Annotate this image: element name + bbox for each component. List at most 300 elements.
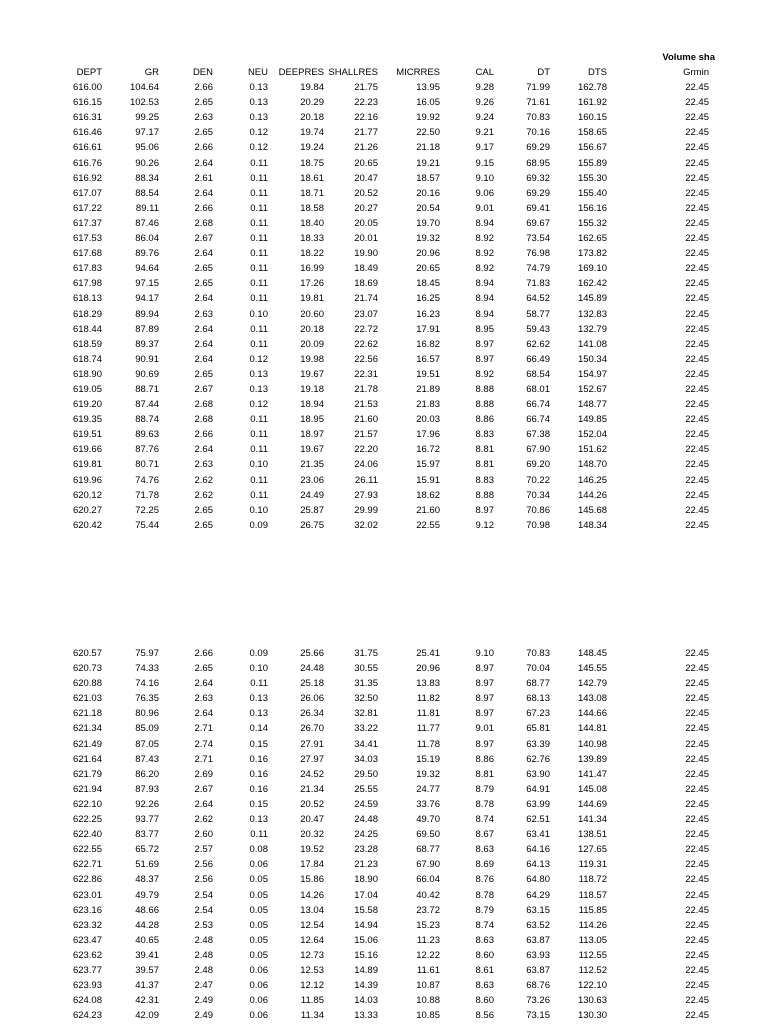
- cell-neu: 0.10: [249, 663, 268, 675]
- cell-gr: 88.71: [135, 383, 159, 395]
- bottom-rows: [0, 646, 768, 1023]
- cell-neu: 0.10: [249, 504, 268, 516]
- cell-dept: 621.94: [72, 783, 102, 795]
- cell-grmin: 22.45: [685, 338, 709, 350]
- cell-micrres: 18.45: [416, 278, 440, 290]
- cell-dt: 63.99: [526, 798, 550, 810]
- cell-neu: 0.12: [249, 127, 268, 139]
- cell-dts: 141.47: [577, 768, 607, 780]
- cell-dts: 160.15: [577, 112, 607, 124]
- cell-grmin: 22.45: [685, 399, 709, 411]
- cell-deepres: 19.67: [300, 444, 324, 456]
- cell-gr: 87.89: [135, 323, 159, 335]
- cell-den: 2.65: [194, 97, 213, 109]
- cell-gr: 75.44: [135, 519, 159, 531]
- cell-neu: 0.13: [249, 112, 268, 124]
- cell-neu: 0.06: [249, 980, 268, 992]
- cell-dept: 619.81: [72, 459, 102, 471]
- cell-shallres: 32.81: [354, 708, 378, 720]
- cell-micrres: 20.96: [416, 248, 440, 260]
- cell-deepres: 19.18: [300, 383, 324, 395]
- cell-dt: 63.87: [526, 934, 550, 946]
- cell-deepres: 26.70: [300, 723, 324, 735]
- cell-micrres: 67.90: [416, 859, 440, 871]
- cell-dept: 620.27: [72, 504, 102, 516]
- cell-den: 2.67: [194, 783, 213, 795]
- cell-dt: 64.52: [526, 293, 550, 305]
- column-header-den: DEN: [192, 67, 213, 78]
- cell-dts: 145.89: [577, 293, 607, 305]
- cell-dept: 618.74: [72, 353, 102, 365]
- cell-dts: 162.78: [577, 82, 607, 94]
- cell-grmin: 22.45: [685, 708, 709, 720]
- cell-gr: 40.65: [135, 934, 159, 946]
- cell-deepres: 15.86: [300, 874, 324, 886]
- cell-gr: 48.37: [135, 874, 159, 886]
- cell-den: 2.68: [194, 217, 213, 229]
- cell-gr: 88.34: [135, 172, 159, 184]
- cell-neu: 0.05: [249, 934, 268, 946]
- cell-grmin: 22.45: [685, 459, 709, 471]
- cell-deepres: 18.95: [300, 414, 324, 426]
- cell-den: 2.64: [194, 157, 213, 169]
- cell-grmin: 22.45: [685, 429, 709, 441]
- cell-dept: 619.05: [72, 383, 102, 395]
- cell-cal: 8.78: [475, 889, 494, 901]
- cell-neu: 0.09: [249, 648, 268, 659]
- cell-neu: 0.11: [250, 172, 268, 184]
- cell-dts: 113.05: [578, 934, 607, 946]
- volume-shale-title: Volume sha: [662, 52, 715, 63]
- table-row: [0, 442, 768, 457]
- cell-shallres: 21.78: [354, 383, 378, 395]
- cell-dept: 622.86: [72, 874, 102, 886]
- cell-grmin: 22.45: [685, 368, 709, 380]
- cell-neu: 0.16: [249, 753, 268, 765]
- cell-gr: 80.71: [135, 459, 159, 471]
- cell-gr: 76.35: [135, 693, 159, 705]
- cell-neu: 0.13: [249, 383, 268, 395]
- cell-cal: 8.95: [475, 323, 494, 335]
- table-row: [0, 646, 768, 661]
- cell-deepres: 20.47: [300, 814, 324, 826]
- cell-gr: 42.09: [135, 1010, 159, 1022]
- table-row: [0, 797, 768, 812]
- cell-den: 2.63: [194, 459, 213, 471]
- cell-dept: 618.44: [72, 323, 102, 335]
- cell-shallres: 22.20: [354, 444, 378, 456]
- cell-neu: 0.13: [249, 97, 268, 109]
- cell-dt: 70.22: [526, 474, 550, 486]
- table-row: [0, 291, 768, 306]
- cell-deepres: 19.74: [300, 127, 324, 139]
- cell-neu: 0.11: [250, 829, 268, 841]
- cell-den: 2.56: [194, 859, 213, 871]
- cell-neu: 0.10: [249, 308, 268, 320]
- cell-grmin: 22.45: [685, 263, 709, 275]
- cell-neu: 0.08: [249, 844, 268, 856]
- cell-dt: 70.83: [526, 112, 550, 124]
- cell-dt: 70.04: [526, 663, 550, 675]
- cell-shallres: 14.39: [354, 980, 378, 992]
- cell-cal: 8.67: [475, 829, 494, 841]
- cell-cal: 8.97: [475, 678, 494, 690]
- cell-dt: 66.49: [526, 353, 550, 365]
- cell-grmin: 22.45: [685, 248, 709, 260]
- cell-dts: 148.70: [577, 459, 607, 471]
- cell-deepres: 12.53: [300, 964, 324, 976]
- cell-den: 2.66: [194, 202, 213, 214]
- cell-neu: 0.15: [249, 738, 268, 750]
- cell-deepres: 18.22: [300, 248, 324, 260]
- column-header-dts: DTS: [588, 67, 607, 78]
- cell-dts: 132.79: [577, 323, 607, 335]
- cell-deepres: 20.60: [300, 308, 324, 320]
- cell-den: 2.74: [194, 738, 213, 750]
- cell-cal: 8.88: [475, 383, 494, 395]
- cell-micrres: 12.22: [416, 949, 440, 961]
- cell-den: 2.65: [194, 127, 213, 139]
- cell-cal: 8.74: [475, 814, 494, 826]
- table-row: [0, 888, 768, 903]
- cell-gr: 49.79: [135, 889, 159, 901]
- cell-dts: 112.52: [578, 964, 607, 976]
- cell-cal: 8.92: [475, 368, 494, 380]
- cell-cal: 8.97: [475, 663, 494, 675]
- cell-neu: 0.11: [250, 489, 268, 501]
- table-row: [0, 307, 768, 322]
- cell-dept: 619.96: [72, 474, 102, 486]
- cell-shallres: 23.28: [354, 844, 378, 856]
- cell-neu: 0.13: [249, 82, 268, 94]
- cell-shallres: 24.48: [354, 814, 378, 826]
- cell-dt: 68.01: [526, 383, 550, 395]
- cell-deepres: 27.91: [300, 738, 324, 750]
- cell-grmin: 22.45: [685, 949, 709, 961]
- cell-dts: 145.08: [577, 783, 607, 795]
- cell-dts: 139.89: [577, 753, 607, 765]
- cell-shallres: 22.56: [354, 353, 378, 365]
- cell-grmin: 22.45: [685, 233, 709, 245]
- cell-dt: 63.90: [526, 768, 550, 780]
- cell-den: 2.63: [194, 308, 213, 320]
- table-row: [0, 186, 768, 201]
- cell-den: 2.71: [194, 753, 213, 765]
- cell-dt: 63.93: [526, 949, 550, 961]
- cell-micrres: 11.81: [416, 708, 440, 720]
- cell-neu: 0.06: [249, 1010, 268, 1022]
- cell-dt: 73.26: [526, 995, 550, 1007]
- cell-deepres: 25.18: [300, 678, 324, 690]
- table-row: [0, 872, 768, 887]
- cell-dts: 158.65: [577, 127, 607, 139]
- table-row: [0, 95, 768, 110]
- cell-dept: 621.64: [72, 753, 102, 765]
- cell-deepres: 16.99: [300, 263, 324, 275]
- cell-shallres: 31.35: [354, 678, 378, 690]
- cell-dt: 71.99: [526, 82, 550, 94]
- cell-micrres: 25.41: [416, 648, 440, 659]
- cell-micrres: 68.77: [416, 844, 440, 856]
- cell-dt: 64.13: [526, 859, 550, 871]
- cell-grmin: 22.45: [685, 278, 709, 290]
- cell-dts: 169.10: [577, 263, 607, 275]
- cell-gr: 85.09: [135, 723, 159, 735]
- cell-dt: 62.51: [526, 814, 550, 826]
- cell-grmin: 22.45: [685, 519, 709, 531]
- cell-dts: 144.26: [577, 489, 607, 501]
- cell-cal: 8.56: [475, 1010, 494, 1022]
- cell-micrres: 66.04: [416, 874, 440, 886]
- cell-micrres: 11.23: [416, 934, 440, 946]
- cell-den: 2.64: [194, 708, 213, 720]
- cell-dt: 69.41: [526, 202, 550, 214]
- table-row: [0, 661, 768, 676]
- cell-gr: 97.17: [135, 127, 159, 139]
- cell-den: 2.66: [194, 429, 213, 441]
- cell-den: 2.64: [194, 187, 213, 199]
- cell-den: 2.68: [194, 414, 213, 426]
- cell-neu: 0.06: [249, 859, 268, 871]
- cell-shallres: 25.55: [354, 783, 378, 795]
- header-title-row: [0, 51, 768, 65]
- cell-micrres: 16.72: [416, 444, 440, 456]
- cell-den: 2.66: [194, 648, 213, 659]
- cell-gr: 86.04: [135, 233, 159, 245]
- cell-neu: 0.11: [250, 293, 268, 305]
- table-row: [0, 322, 768, 337]
- cell-neu: 0.05: [249, 919, 268, 931]
- cell-gr: 51.69: [135, 859, 159, 871]
- table-row: [0, 782, 768, 797]
- cell-micrres: 22.55: [416, 519, 440, 531]
- cell-cal: 8.86: [475, 753, 494, 765]
- cell-grmin: 22.45: [685, 919, 709, 931]
- cell-dts: 162.65: [577, 233, 607, 245]
- cell-den: 2.49: [194, 1010, 213, 1022]
- cell-dt: 65.81: [526, 723, 550, 735]
- cell-shallres: 21.60: [354, 414, 378, 426]
- cell-micrres: 18.62: [416, 489, 440, 501]
- cell-dt: 70.98: [526, 519, 550, 531]
- cell-deepres: 19.52: [300, 844, 324, 856]
- cell-dept: 620.57: [72, 648, 102, 659]
- table-row: [0, 721, 768, 736]
- cell-den: 2.48: [194, 934, 213, 946]
- cell-gr: 74.76: [135, 474, 159, 486]
- cell-micrres: 19.32: [416, 768, 440, 780]
- cell-grmin: 22.45: [685, 293, 709, 305]
- cell-cal: 8.79: [475, 783, 494, 795]
- cell-micrres: 21.18: [416, 142, 440, 154]
- cell-dept: 622.10: [72, 798, 102, 810]
- cell-dept: 617.53: [72, 233, 102, 245]
- cell-cal: 8.94: [475, 308, 494, 320]
- cell-gr: 89.94: [135, 308, 159, 320]
- cell-cal: 8.81: [475, 459, 494, 471]
- cell-grmin: 22.45: [685, 980, 709, 992]
- cell-cal: 8.92: [475, 263, 494, 275]
- cell-neu: 0.09: [249, 519, 268, 531]
- cell-grmin: 22.45: [685, 874, 709, 886]
- cell-dts: 130.30: [577, 1010, 607, 1022]
- top-data-block: [0, 51, 768, 533]
- cell-cal: 8.60: [475, 949, 494, 961]
- cell-dt: 69.29: [526, 142, 550, 154]
- table-row: [0, 382, 768, 397]
- cell-dept: 621.03: [72, 693, 102, 705]
- cell-dt: 64.16: [526, 844, 550, 856]
- cell-dts: 173.82: [577, 248, 607, 260]
- cell-gr: 41.37: [135, 980, 159, 992]
- cell-den: 2.54: [194, 889, 213, 901]
- cell-shallres: 27.93: [354, 489, 378, 501]
- cell-deepres: 19.24: [300, 142, 324, 154]
- cell-shallres: 22.16: [354, 112, 378, 124]
- cell-dept: 623.47: [72, 934, 102, 946]
- cell-dt: 64.80: [526, 874, 550, 886]
- cell-gr: 87.76: [135, 444, 159, 456]
- column-header-row: [0, 65, 768, 80]
- cell-micrres: 15.91: [416, 474, 440, 486]
- cell-den: 2.66: [194, 82, 213, 94]
- cell-gr: 39.41: [135, 949, 159, 961]
- cell-gr: 83.77: [135, 829, 159, 841]
- cell-gr: 97.15: [135, 278, 159, 290]
- cell-dts: 115.85: [578, 904, 607, 916]
- cell-grmin: 22.45: [685, 859, 709, 871]
- cell-micrres: 15.97: [416, 459, 440, 471]
- cell-dept: 618.90: [72, 368, 102, 380]
- cell-micrres: 19.21: [416, 157, 440, 169]
- cell-den: 2.64: [194, 323, 213, 335]
- cell-dept: 616.92: [72, 172, 102, 184]
- cell-neu: 0.11: [250, 248, 268, 260]
- cell-neu: 0.11: [250, 338, 268, 350]
- cell-shallres: 31.75: [354, 648, 378, 659]
- column-header-dept: DEPT: [76, 67, 102, 78]
- cell-deepres: 21.35: [300, 459, 324, 471]
- cell-dt: 63.87: [526, 964, 550, 976]
- cell-dt: 63.39: [526, 738, 550, 750]
- cell-deepres: 25.87: [300, 504, 324, 516]
- cell-den: 2.64: [194, 353, 213, 365]
- table-row: [0, 457, 768, 472]
- cell-den: 2.60: [194, 829, 213, 841]
- cell-neu: 0.11: [250, 278, 268, 290]
- table-row: [0, 706, 768, 721]
- cell-gr: 48.66: [135, 904, 159, 916]
- cell-cal: 9.17: [475, 142, 494, 154]
- cell-deepres: 25.66: [300, 648, 324, 659]
- cell-cal: 8.97: [475, 693, 494, 705]
- cell-dept: 616.76: [72, 157, 102, 169]
- cell-den: 2.65: [194, 263, 213, 275]
- cell-shallres: 34.41: [354, 738, 378, 750]
- cell-grmin: 22.45: [685, 383, 709, 395]
- cell-dts: 144.69: [577, 798, 607, 810]
- cell-dept: 619.35: [72, 414, 102, 426]
- cell-den: 2.69: [194, 768, 213, 780]
- cell-neu: 0.11: [250, 323, 268, 335]
- cell-shallres: 15.58: [354, 904, 378, 916]
- cell-dept: 617.22: [72, 202, 102, 214]
- cell-dept: 620.12: [72, 489, 102, 501]
- table-row: [0, 397, 768, 412]
- cell-dts: 155.40: [577, 187, 607, 199]
- cell-grmin: 22.45: [685, 489, 709, 501]
- cell-shallres: 22.31: [354, 368, 378, 380]
- cell-grmin: 22.45: [685, 323, 709, 335]
- column-header-shallres: SHALLRES: [328, 67, 378, 78]
- cell-shallres: 33.22: [354, 723, 378, 735]
- cell-micrres: 16.25: [416, 293, 440, 305]
- cell-deepres: 18.97: [300, 429, 324, 441]
- cell-den: 2.65: [194, 519, 213, 531]
- cell-cal: 9.10: [475, 648, 494, 659]
- cell-deepres: 26.75: [300, 519, 324, 531]
- cell-neu: 0.11: [250, 678, 268, 690]
- cell-gr: 74.16: [135, 678, 159, 690]
- cell-dts: 144.66: [577, 708, 607, 720]
- cell-shallres: 17.04: [354, 889, 378, 901]
- cell-dept: 624.23: [72, 1010, 102, 1022]
- cell-deepres: 14.26: [300, 889, 324, 901]
- cell-dts: 119.31: [578, 859, 607, 871]
- table-row: [0, 503, 768, 518]
- cell-dts: 122.10: [577, 980, 607, 992]
- cell-grmin: 22.45: [685, 768, 709, 780]
- cell-den: 2.53: [194, 919, 213, 931]
- cell-neu: 0.05: [249, 889, 268, 901]
- cell-grmin: 22.45: [685, 202, 709, 214]
- cell-cal: 9.10: [475, 172, 494, 184]
- cell-gr: 102.53: [129, 97, 159, 109]
- cell-gr: 72.25: [135, 504, 159, 516]
- cell-gr: 87.46: [135, 217, 159, 229]
- cell-dt: 69.29: [526, 187, 550, 199]
- cell-shallres: 24.06: [354, 459, 378, 471]
- cell-shallres: 14.89: [354, 964, 378, 976]
- cell-grmin: 22.45: [685, 889, 709, 901]
- cell-dept: 623.01: [72, 889, 102, 901]
- cell-neu: 0.16: [249, 783, 268, 795]
- cell-cal: 8.78: [475, 798, 494, 810]
- cell-neu: 0.15: [249, 798, 268, 810]
- table-row: [0, 842, 768, 857]
- table-row: [0, 948, 768, 963]
- cell-neu: 0.11: [250, 233, 268, 245]
- table-row: [0, 827, 768, 842]
- cell-gr: 74.33: [135, 663, 159, 675]
- cell-deepres: 21.34: [300, 783, 324, 795]
- cell-dts: 148.77: [577, 399, 607, 411]
- cell-cal: 9.06: [475, 187, 494, 199]
- cell-grmin: 22.45: [685, 308, 709, 320]
- cell-deepres: 12.73: [300, 949, 324, 961]
- cell-deepres: 19.98: [300, 353, 324, 365]
- cell-gr: 89.37: [135, 338, 159, 350]
- cell-micrres: 21.89: [416, 383, 440, 395]
- cell-den: 2.66: [194, 142, 213, 154]
- cell-grmin: 22.45: [685, 157, 709, 169]
- table-row: [0, 110, 768, 125]
- cell-dts: 127.65: [577, 844, 607, 856]
- cell-cal: 8.92: [475, 248, 494, 260]
- cell-gr: 90.69: [135, 368, 159, 380]
- cell-gr: 89.11: [135, 202, 159, 214]
- cell-den: 2.71: [194, 723, 213, 735]
